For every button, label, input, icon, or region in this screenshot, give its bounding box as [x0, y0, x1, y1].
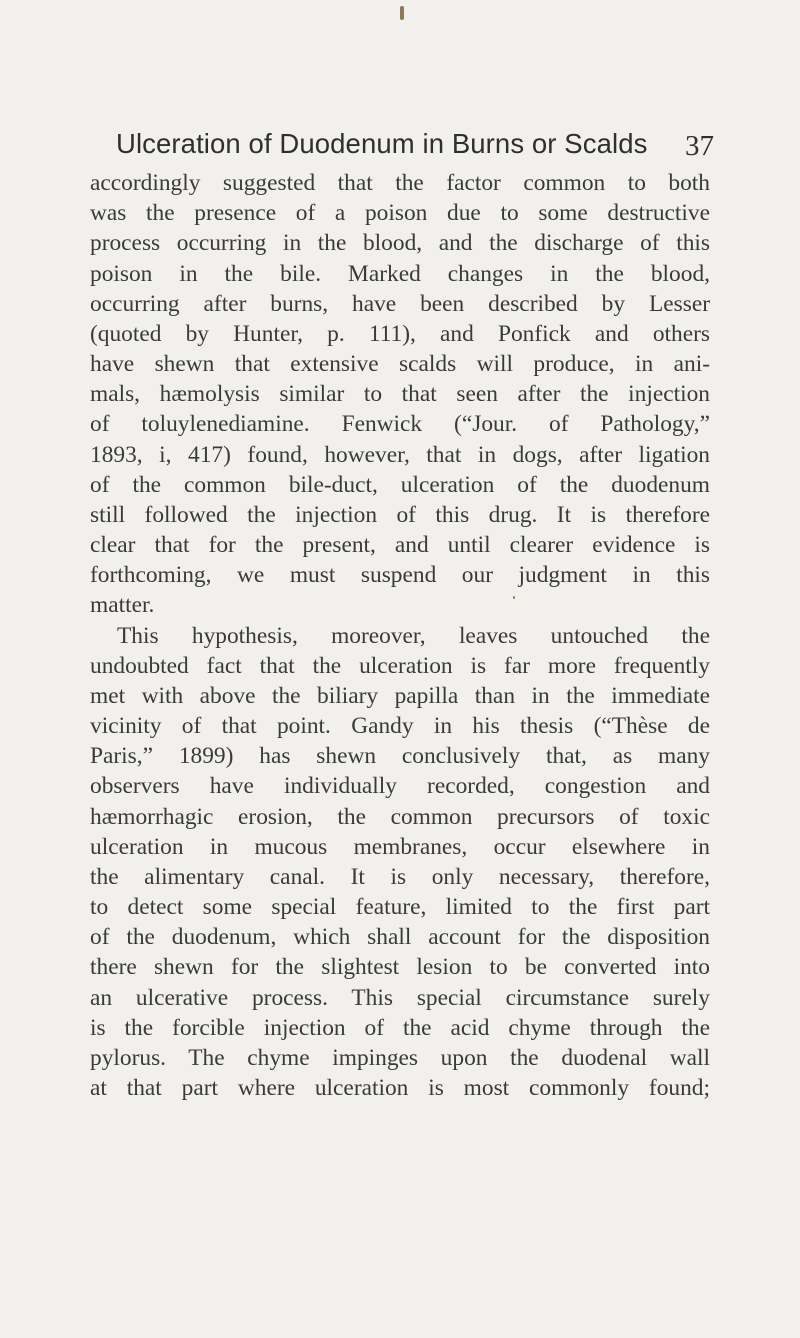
- text-line: was the presence of a poison due to some destructive: [90, 200, 710, 227]
- text-line: pylorus. The chyme impinges upon the duodenal wall: [90, 1044, 710, 1071]
- paragraph-1: [90, 168, 710, 621]
- text-line: have shewn that extensive scalds will produce, in ani-: [90, 351, 710, 378]
- paper-speck-mark: [400, 6, 404, 20]
- text-line: there shewn for the slightest lesion to be converted into: [90, 954, 710, 981]
- text-line: clear that for the present, and until clearer evidence is: [90, 532, 710, 559]
- text-line: the alimentary canal. It is only necessary, therefore,: [90, 863, 710, 890]
- text-line: (quoted by Hunter, p. 111), and Ponfick and others: [90, 320, 710, 347]
- text-line: mals, hæmolysis similar to that seen after the injection: [90, 381, 710, 408]
- paragraph-2: [90, 621, 710, 1104]
- text-line: process occurring in the blood, and the discharge of this: [90, 230, 710, 257]
- text-line: Paris,” 1899) has shewn conclusively that, as many: [90, 743, 710, 770]
- text-line: undoubted fact that the ulceration is far more frequently: [90, 652, 710, 679]
- text-line: observers have individually recorded, congestion and: [90, 773, 710, 800]
- text-line: at that part where ulceration is most commonly found;: [90, 1075, 710, 1102]
- text-line: 1893, i, 417) found, however, that in dogs, after ligation: [90, 441, 710, 468]
- text-line: met with above the biliary papilla than in the immediate: [90, 682, 710, 709]
- body-text: [90, 168, 710, 1103]
- text-line: still followed the injection of this drug. It is therefore: [90, 501, 710, 528]
- running-head-title: Ulceration of Duodenum in Burns or Scalds: [116, 128, 648, 159]
- text-line: is the forcible injection of the acid chyme through the: [90, 1014, 710, 1041]
- text-line: to detect some special feature, limited to the first part: [90, 894, 710, 921]
- text-line: of the common bile-duct, ulceration of the duodenum: [90, 471, 710, 498]
- text-line: matter.: [90, 592, 155, 619]
- running-head: [116, 128, 716, 168]
- text-line: This hypothesis, moreover, leaves untouched the: [117, 622, 710, 649]
- text-line: hæmorrhagic erosion, the common precursors of toxic: [90, 803, 710, 830]
- text-line: ulceration in mucous membranes, occur elsewhere in: [90, 833, 710, 860]
- text-line: an ulcerative process. This special circumstance surely: [90, 984, 710, 1011]
- text-line: accordingly suggested that the factor common to both: [90, 170, 710, 196]
- text-line: occurring after burns, have been described by Lesser: [90, 290, 710, 317]
- text-line: vicinity of that point. Gandy in his thesis (“Thèse de: [90, 713, 710, 740]
- text-line: poison in the bile. Marked changes in the blood,: [90, 260, 710, 287]
- text-line: of toluylenediamine. Fenwick (“Jour. of Pathology,”: [90, 411, 710, 438]
- text-line: of the duodenum, which shall account for the disposition: [90, 924, 710, 951]
- text-line: forthcoming, we must suspend our judgment in this: [90, 562, 710, 589]
- page-number: 37: [685, 130, 714, 162]
